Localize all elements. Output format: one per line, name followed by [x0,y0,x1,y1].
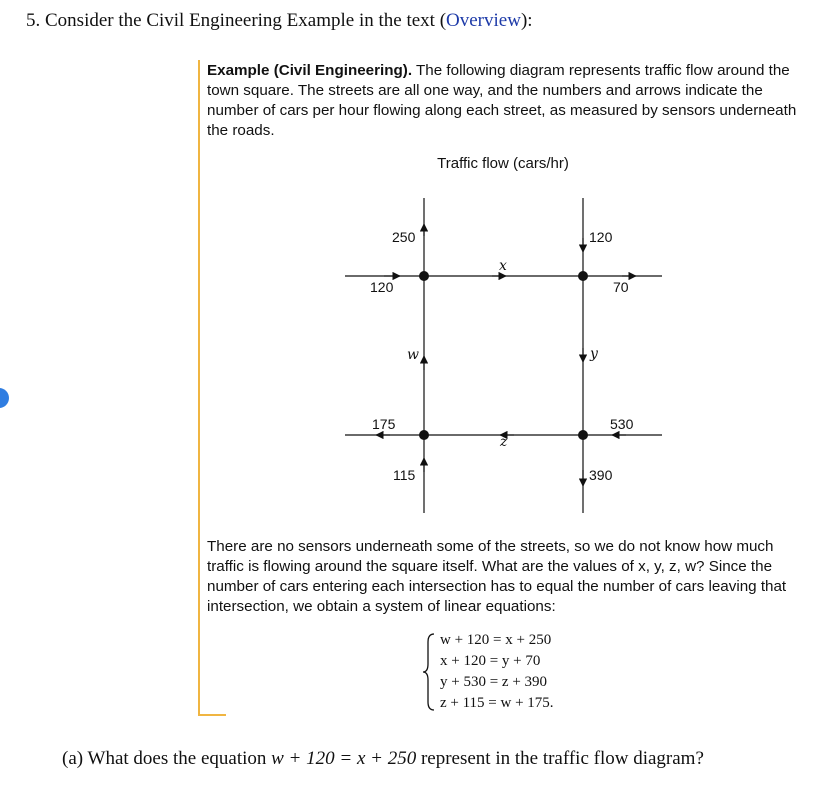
label-250: 250 [392,229,416,245]
label-70: 70 [613,279,629,295]
label-120-top: 120 [589,229,613,245]
intersection-top-right [578,271,588,281]
intersection-bottom-right [578,430,588,440]
label-120-left: 120 [370,279,394,295]
label-530: 530 [610,416,634,432]
label-175: 175 [372,416,396,432]
question-number: 5. [26,10,41,31]
equation-4: z + 115 = w + 175. [440,695,554,711]
equation-1: w + 120 = x + 250 [440,632,552,648]
diagram-title: Traffic flow (cars/hr) [437,155,569,172]
equation-3: y + 530 = z + 390 [440,674,548,690]
label-115: 115 [393,467,416,483]
part-a-question [62,748,704,770]
part-a-text-before: What does the equation [87,748,267,769]
label-z: z [500,434,508,450]
equation-brace [422,632,438,712]
question-text: Consider the Civil Engineering Example in the text ( [45,10,447,31]
label-390: 390 [589,467,613,483]
example-after-text: There are no sensors underneath some of the streets, so we do not know how much traffic is flowing around the square itself. What are the values of x, y, z, w? Since the number of cars entering each intersection has to equal the number of cars leaving that intersection, we obtain a system of linear equations: [207,538,787,615]
label-x: x [499,258,507,274]
intersection-top-left [419,271,429,281]
example-heading: Example (Civil Engineering). [207,62,413,79]
intersection-bottom-left [419,430,429,440]
part-a-text-after: represent in the traffic flow diagram? [420,748,704,769]
overview-link[interactable]: Overview [446,10,521,31]
example-intro-text: The following diagram represents traffic flow around the town square. The streets are all one way, and the numbers and arrows indicate the number of cars per hour flowing along each street, as measured by sensors underneath the roads. [207,62,797,139]
question-close: ): [520,10,533,31]
equation-system [440,630,554,714]
part-a-prefix: (a) [62,748,84,769]
part-a-equation: w + 120 = x + 250 [271,748,417,769]
label-y: y [590,346,598,362]
label-w: w [407,347,419,363]
equation-2: x + 120 = y + 70 [440,653,541,669]
